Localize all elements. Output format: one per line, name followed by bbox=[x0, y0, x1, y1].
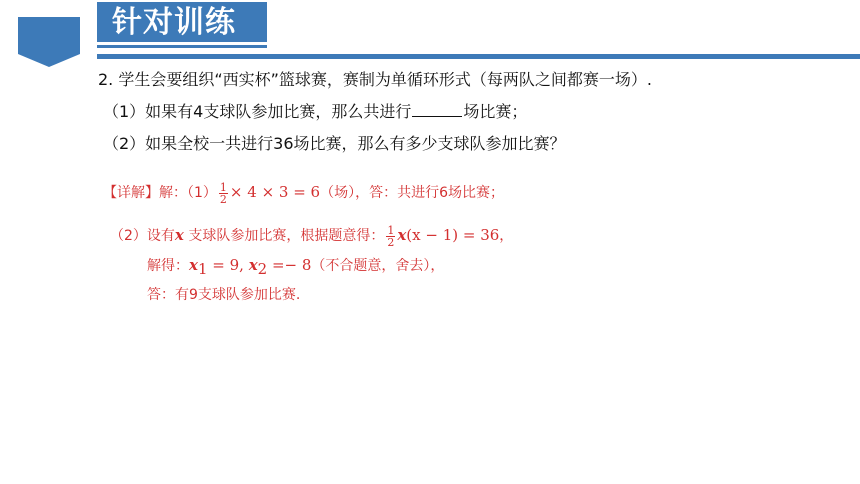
answer-label: 【详解】 bbox=[103, 185, 159, 201]
answer-line-1-prefix: 解：（1） bbox=[159, 185, 217, 201]
question-part-1 bbox=[103, 101, 527, 123]
fraction-denominator: 2 bbox=[387, 235, 395, 249]
answer-line-2-suffix: ， bbox=[499, 228, 514, 244]
answer-line-3-suffix: （不合题意，舍去）， bbox=[311, 258, 445, 274]
x1-value: = 9, bbox=[207, 256, 249, 274]
fraction-half bbox=[386, 225, 395, 248]
x2-value: =− 8 bbox=[267, 256, 312, 274]
answer-line-4: 答：有9支球队参加比赛. bbox=[147, 287, 301, 303]
answer-line-2-middle: 支球队参加比赛，根据题意得： bbox=[183, 228, 385, 244]
answer-line-1-expression: × 4 × 3 = 6 bbox=[229, 183, 321, 201]
question-part-2: （2）如果全校一共进行36场比赛，那么有多少支球队参加比赛？ bbox=[103, 134, 566, 153]
answer-line-3 bbox=[147, 254, 444, 280]
header-divider bbox=[97, 54, 860, 59]
variable-x2: x bbox=[248, 256, 258, 274]
header-pentagon-decoration bbox=[18, 17, 80, 67]
question-part-1-text: （1）如果有4支球队参加比赛，那么共进行 bbox=[103, 102, 412, 121]
x2-subscript: 2 bbox=[257, 259, 268, 278]
variable-x: x bbox=[397, 226, 407, 244]
answer-line-3-prefix: 解得： bbox=[147, 258, 189, 274]
variable-x1: x bbox=[189, 256, 198, 274]
answer-line-2-equation: (x − 1) = 36 bbox=[406, 226, 500, 244]
fraction-numerator: 1 bbox=[387, 223, 395, 237]
answer-line-2 bbox=[110, 224, 513, 248]
x1-subscript: 1 bbox=[197, 259, 208, 278]
answer-line-1 bbox=[103, 181, 504, 205]
page-title: 针对训练 bbox=[112, 5, 236, 40]
question-intro: 2. 学生会要组织“西实杯”篮球赛，赛制为单循环形式（每两队之间都赛一场）. bbox=[98, 70, 653, 89]
answer-line-2-prefix: （2）设有 bbox=[110, 228, 175, 244]
question-part-1-suffix: 场比赛； bbox=[463, 102, 528, 121]
fraction-numerator: 1 bbox=[219, 180, 227, 194]
variable-x: x bbox=[174, 226, 184, 244]
title-underline bbox=[97, 45, 267, 48]
answer-line-1-suffix: （场），答：共进行6场比赛； bbox=[320, 185, 505, 201]
answer-blank bbox=[412, 102, 462, 117]
fraction-denominator: 2 bbox=[219, 192, 227, 206]
fraction-half bbox=[219, 182, 228, 205]
